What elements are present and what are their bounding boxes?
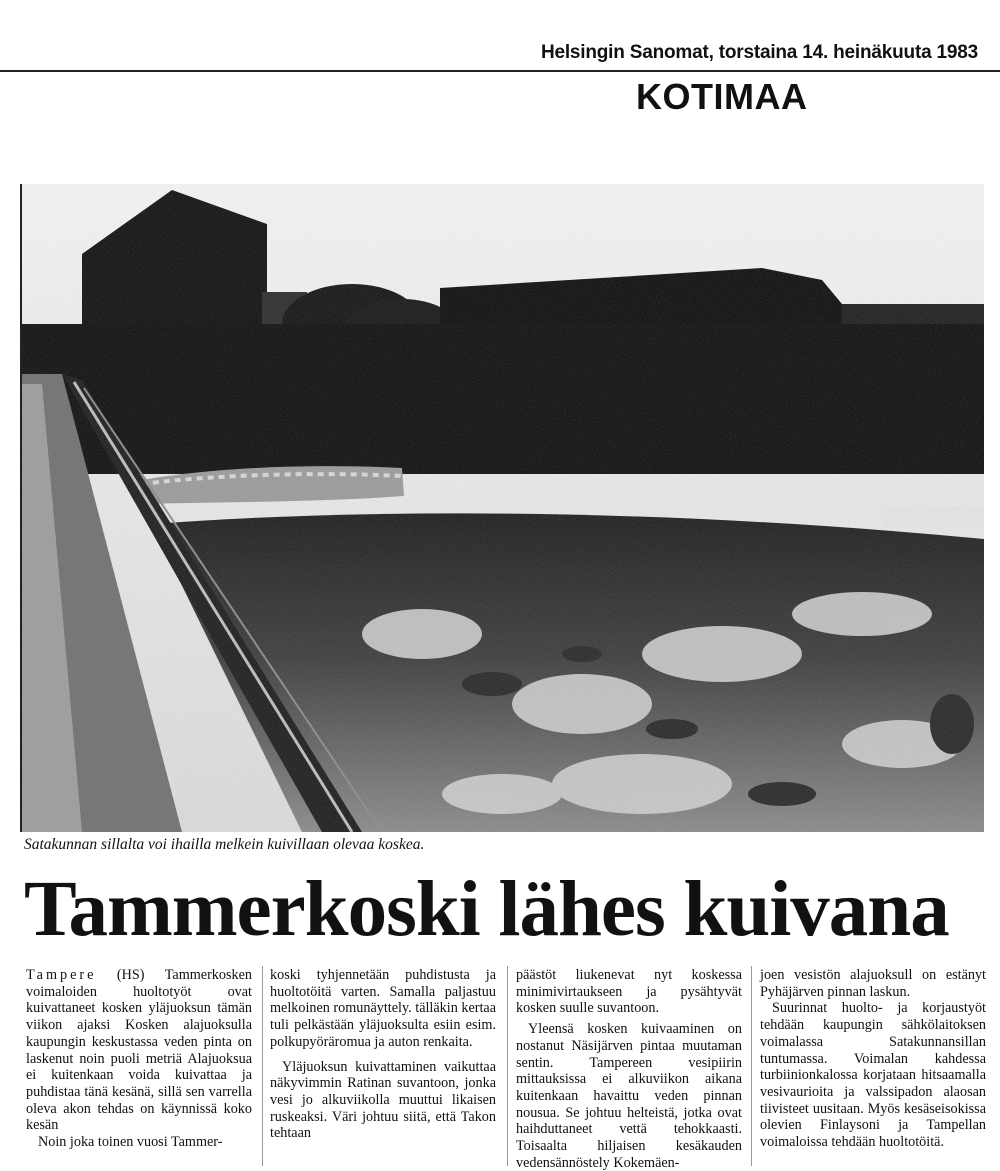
article-column-1 [26,967,252,1151]
article-column-4 [760,967,986,1151]
article-paragraph: päästöt liukenevat nyt koskessa minimivirtaukseen ja pysähtyvät kosken suulle suvantoon. [516,967,742,1017]
article-paragraph: koski tyhjennetään puhdistusta ja huoltotöitä varten. Samalla paljastuu melkoinen romunäyttely. tälläkin kertaa tuli pelkästään yläjuoksulta esiin esim. polkupyöräromua ja auton renkaita. [270,967,497,1050]
column-rule [751,966,752,1166]
article-paragraph: joen vesistön alajuoksull on estänyt Pyhäjärven pinnan laskun. [760,967,986,1000]
section-title: KOTIMAA [636,76,808,117]
article-column-2 [270,967,496,1142]
article-column-3 [516,967,742,1171]
rapids-photo-image [22,184,984,832]
article-paragraph [26,967,252,1134]
article-paragraph: Yleensä kosken kuivaaminen on nostanut Näsijärven pintaa muutaman sentin. Tampereen vesipiirin mittauksissa ei alkuviikon aikana kuitenkaan havaittu veden pinnan nousua. Se johtuu helteistä, jotka ovat haihduttaneet vettä tehokkaasti. Toisaalta hiljaisen kesäkauden vedensännöstely Kokemäen- [516,1021,742,1171]
news-photo [20,184,984,832]
column-rule [507,966,508,1166]
dateline-place: Tampere [26,967,97,983]
article-text: (HS) Tammerkosken voimaloiden huoltotyöt ovat kuivattaneet kosken yläjuoksun tämän viikon ajaksi Kosken alajuoksulla kaupungin keskustassa veden pinta on laskenut noin puoli metriä Alajuoksua ei kuitenkaan voida kuivattaa ja puhdistaa tänä kesänä, sillä sen varrella oleva akon tehdas on käynnissä koko kesän [26,967,252,1134]
article-paragraph: Suurinnat huolto- ja korjaustyöt tehdään kaupungin sähkölaitoksen voimalassa Satakunnansillan tuntumassa. Voimalan kahdessa turbiinionkalossa korjataan hitsaamalla vesivaurioita ja valssipadon alaosan tiivisteet uusitaan. Myös kesäseisokissa olevien Finlaysoni ja Tampellan voimaloissa tehdään huoltotöitä. [760,1000,986,1151]
masthead-dateline: Helsingin Sanomat, torstaina 14. heinäkuuta 1983 [540,42,978,63]
article-paragraph: Noin joka toinen vuosi Tammer- [38,1134,223,1151]
masthead [0,40,1000,72]
article-paragraph: Yläjuoksun kuivattaminen vaikuttaa näkyvimmin Ratinan suvantoon, jonka vesi jo alkuviikolla muuttui likaisen ruskeaksi. Väri johtuu siitä, että Takon tehtaan [270,1058,496,1142]
headline: Tammerkoski lähes kuivana [24,866,949,953]
photo-caption: Satakunnan sillalta voi ihailla melkein kuivillaan olevaa koskea. [24,836,425,853]
column-rule [262,966,263,1166]
